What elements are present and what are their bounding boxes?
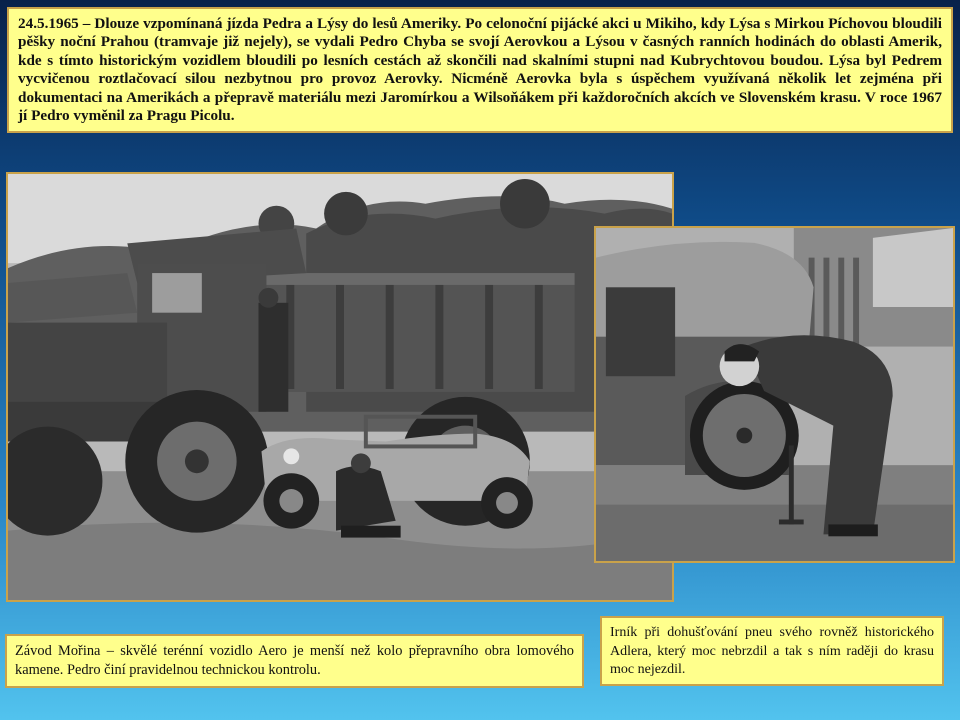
photo-adler-tire-inflation — [594, 226, 955, 563]
top-caption: 24.5.1965 – Dlouze vzpomínaná jízda Pedra a Lýsy do lesů Ameriky. Po celonoční pijácké akci u Mikiho, kdy Lýsa s Mirkou Píchovou bloudili pěšky noční Prahou (tramvaje již nejely), se vydali Pedro Chyba se svojí Aerovkou a Lýsou v časných ranních hodinách do oblasti Amerik, kde s tímto historickým vozidlem bloudili po lesních cestách až skončili nad skalními stupni nad Kubrychtovou boudou. Lýsa byl Pedrem vycvičenou roztlačovací silou nezbytnou pro provoz Aerovky. Nicméně Aerovka byla s úspěchem využívaná několik let zejména při dokumentaci na Amerikách a přepravě materiálu mezi Jaromírkou a Wilsoňákem při každoročních akcích ve Slovenském krasu. V roce 1967 jí Pedro vyměnil za Pragu Picolu. — [7, 7, 953, 133]
bottom-left-caption: Závod Mořina – skvělé terénní vozidlo Aero je menší než kolo přepravního obra lomového kamene. Pedro činí pravidelnou technickou kontrolu. — [5, 634, 584, 688]
photo-dump-truck-and-aero-car — [6, 172, 674, 602]
bottom-right-caption: Irník při dohušťování pneu svého rovněž historického Adlera, který moc nebrzdil a tak s ním raději do krasu moc nejezdil. — [600, 616, 944, 686]
